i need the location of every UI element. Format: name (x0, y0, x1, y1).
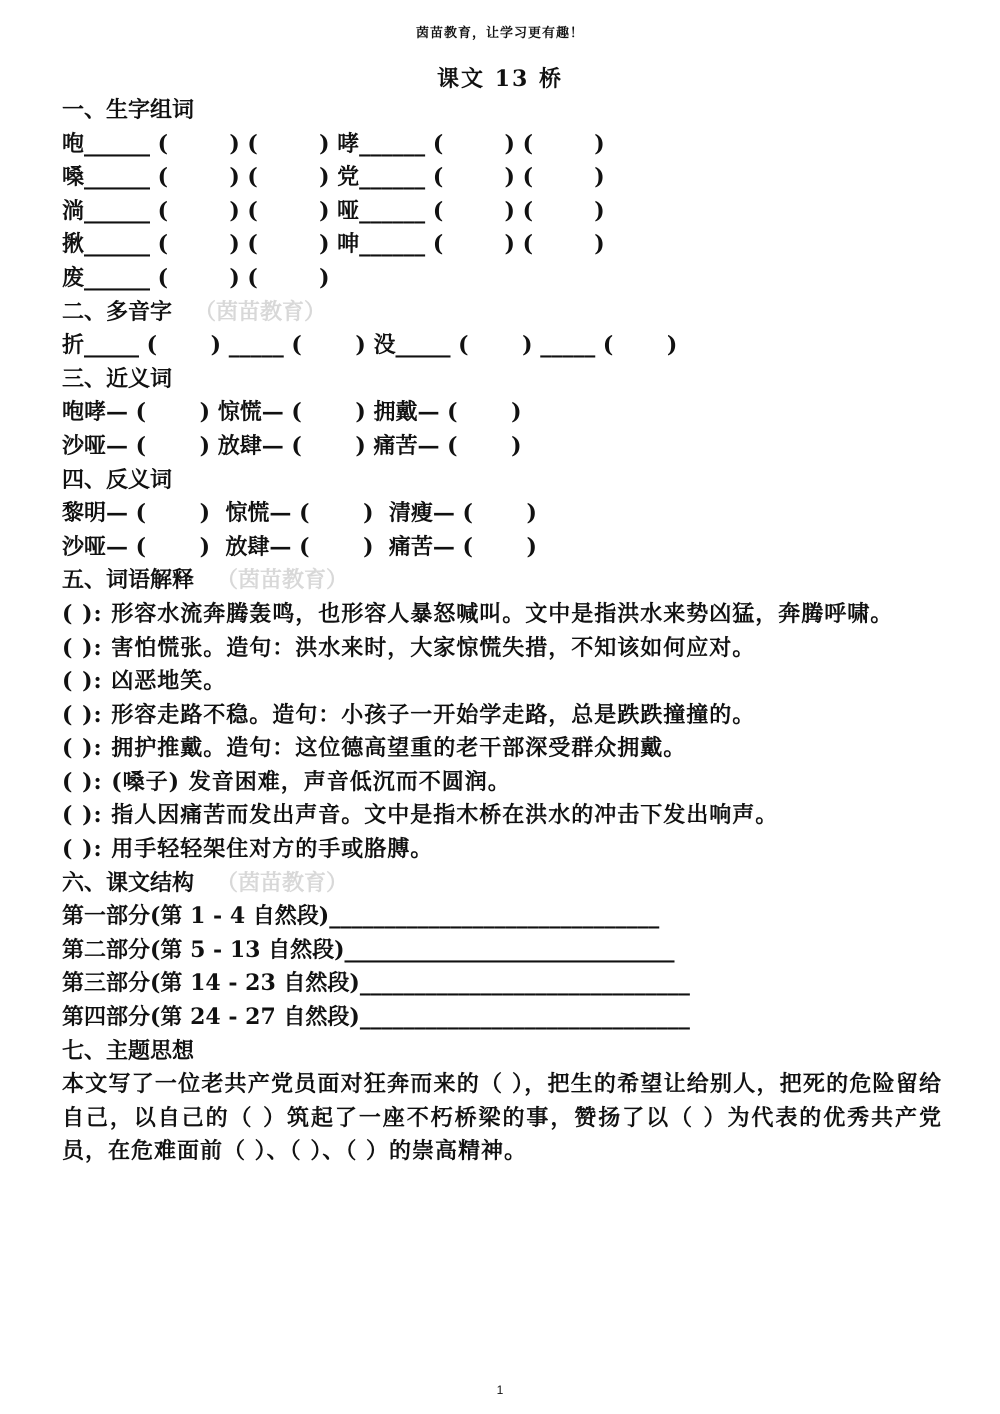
antonym-row: 沙哑— ( ) 放肆— ( ) 痛苦— ( ) (62, 533, 537, 560)
word-building-row: 嗓______ ( ) ( ) 党______ ( ) ( ) (62, 164, 605, 191)
definition-item: ( ): (嗓子) 发音困难，声音低沉而不圆润。 (62, 768, 511, 795)
theme-paragraph: 本文写了一位老共产党员面对狂奔而来的（ ），把生的希望让给别人，把死的危险留给自己，以自己的（ ）筑起了一座不朽桥梁的事，赞扬了以（ ）为代表的优秀共产党员，在危难面前（ ）、（ ）、（ ）的崇高精神。 (62, 1071, 942, 1165)
structure-row: 第二部分(第 5 - 13 自然段)______________________________ (62, 936, 675, 963)
header-tagline: 茵苗教育，让学习更有趣！ (415, 26, 584, 41)
structure-row: 第四部分(第 24 - 27 自然段)______________________________ (62, 1004, 690, 1031)
definition-item: ( ): 凶恶地笑。 (62, 668, 227, 695)
section-heading-1: 一、生字组词 (62, 97, 195, 123)
watermark: （茵苗教育） (194, 298, 327, 325)
structure-row: 第一部分(第 1 - 4 自然段)______________________________ (62, 903, 660, 930)
definition-item: ( ): 用手轻轻架住对方的手或胳膊。 (62, 836, 434, 863)
antonym-row: 黎明— ( ) 惊慌— ( ) 清瘦— ( ) (62, 500, 537, 527)
definition-item: ( ): 指人因痛苦而发出声音。文中是指木桥在洪水的冲击下发出响声。 (62, 802, 779, 829)
page-number: 1 (496, 1383, 504, 1397)
section-heading-4: 四、反义词 (62, 466, 173, 493)
definition-item: ( ): 形容水流奔腾轰鸣，也形容人暴怒喊叫。文中是指洪水来势凶猛，奔腾呼啸。 (62, 600, 894, 627)
section-heading-text: 二、多音字 (62, 298, 173, 325)
section-heading-2 (62, 296, 942, 330)
section-heading-5 (62, 564, 942, 598)
section-heading-text: 六、课文结构 (62, 869, 195, 896)
section-heading-6 (62, 867, 942, 901)
section-heading-7: 七、主题思想 (62, 1037, 195, 1064)
page-title: 课文 13 桥 (437, 66, 563, 92)
watermark: （茵苗教育） (216, 869, 349, 896)
word-building-row: 咆______ ( ) ( ) 哮______ ( ) ( ) (62, 130, 605, 157)
word-building-row: 废______ ( ) ( ) (62, 264, 330, 291)
section-heading-text: 五、词语解释 (62, 567, 195, 594)
definition-item: ( ): 形容走路不稳。造句：小孩子一开始学走路，总是跌跌撞撞的。 (62, 701, 756, 728)
watermark: （茵苗教育） (216, 567, 349, 594)
worksheet-content (62, 94, 942, 1169)
structure-row: 第三部分(第 14 - 23 自然段)______________________________ (62, 970, 690, 997)
section-heading-3: 三、近义词 (62, 365, 173, 392)
definition-item: ( ): 害怕慌张。造句：洪水来时，大家惊慌失措，不知该如何应对。 (62, 634, 756, 661)
synonym-row: 咆哮— ( ) 惊慌— ( ) 拥戴— ( ) (62, 399, 522, 426)
word-building-row: 揪______ ( ) ( ) 呻______ ( ) ( ) (62, 231, 605, 258)
polyphone-row: 折_____ ( ) _____ ( ) 没_____ ( ) _____ ( ) (62, 332, 678, 359)
definition-item: ( ): 拥护推戴。造句：这位德高望重的老干部深受群众拥戴。 (62, 735, 687, 762)
word-building-row: 淌______ ( ) ( ) 哑______ ( ) ( ) (62, 197, 605, 224)
synonym-row: 沙哑— ( ) 放肆— ( ) 痛苦— ( ) (62, 432, 522, 459)
